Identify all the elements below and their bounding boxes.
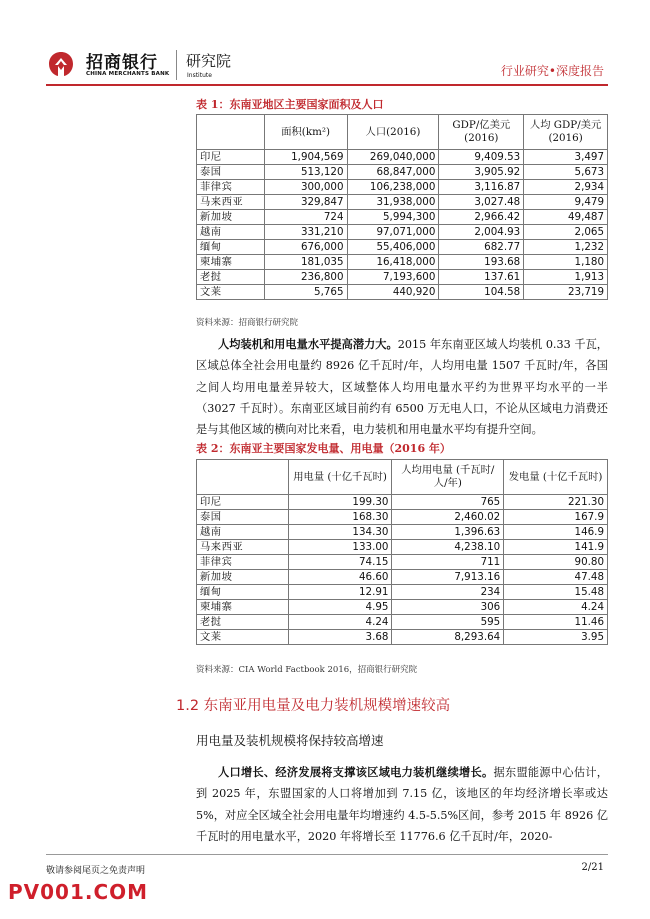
value-cell: 2,460.02 [392, 510, 504, 525]
value-cell: 15.48 [504, 585, 608, 600]
table-row [197, 495, 608, 510]
value-cell: 221.30 [504, 495, 608, 510]
country-cell: 文莱 [197, 285, 265, 300]
value-cell: 9,479 [524, 195, 608, 210]
value-cell: 133.00 [288, 540, 392, 555]
column-header: 发电量 (十亿千瓦时) [504, 460, 608, 495]
column-header [197, 460, 289, 495]
subsection-heading: 用电量及装机规模将保持较高增速 [196, 733, 384, 748]
value-cell: 9,409.53 [439, 150, 524, 165]
country-cell: 越南 [197, 225, 265, 240]
table-row [197, 540, 608, 555]
value-cell: 682.77 [439, 240, 524, 255]
paragraph-power-potential [196, 334, 608, 440]
country-cell: 柬埔寨 [197, 600, 289, 615]
value-cell: 2,966.42 [439, 210, 524, 225]
paragraph-body: 2015 年东南亚区域人均装机 0.33 千瓦，区域总体全社会用电量约 8926 亿千瓦时/年，人均用电量 1507 千瓦时/年，各国之间人均用电量差异较大，区域整体人均用电量水平约为世界平均水平的一半（3027 千瓦时）。东南亚区域目前约有 6500 万无电人口，不论从区域电力消费还是与其他区域的横向对比来看，电力装机和用电量水平均有提升空间。 [196, 338, 608, 437]
country-cell: 新加坡 [197, 570, 289, 585]
value-cell: 1,904,569 [264, 150, 347, 165]
column-header [197, 115, 265, 150]
column-header: 人均 GDP/美元(2016) [524, 115, 608, 150]
value-cell: 329,847 [264, 195, 347, 210]
logo-name-en: CHINA MERCHANTS BANK [86, 71, 170, 77]
paragraph-body: 据东盟能源中心估计，到 2025 年，东盟国家的人口将增加到 7.15 亿，该地区的年均经济增长率或达 5%，对应全区域全社会用电量年均增速约 4.5-5.5%区间，参考 2015 年 8926 亿千瓦时的用电量水平，2020 年将增长至 11776.6 亿千瓦时/年，2020- [196, 766, 608, 843]
value-cell: 1,180 [524, 255, 608, 270]
value-cell: 104.58 [439, 285, 524, 300]
value-cell: 3.95 [504, 630, 608, 645]
value-cell: 11.46 [504, 615, 608, 630]
value-cell: 676,000 [264, 240, 347, 255]
table-row [197, 570, 608, 585]
table-row [197, 180, 608, 195]
value-cell: 724 [264, 210, 347, 225]
country-cell: 老挝 [197, 615, 289, 630]
value-cell: 181,035 [264, 255, 347, 270]
table-header-row [197, 115, 608, 150]
value-cell: 1,232 [524, 240, 608, 255]
country-cell: 泰国 [197, 165, 265, 180]
table2 [196, 459, 608, 645]
value-cell: 5,673 [524, 165, 608, 180]
value-cell: 3,116.87 [439, 180, 524, 195]
value-cell: 31,938,000 [347, 195, 439, 210]
column-header: GDP/亿美元 (2016) [439, 115, 524, 150]
value-cell: 4.24 [504, 600, 608, 615]
value-cell: 141.9 [504, 540, 608, 555]
value-cell: 90.80 [504, 555, 608, 570]
value-cell: 306 [392, 600, 504, 615]
country-cell: 缅甸 [197, 585, 289, 600]
table-row [197, 615, 608, 630]
footer-disclaimer: 敬请参阅尾页之免责声明 [46, 866, 146, 876]
value-cell: 193.68 [439, 255, 524, 270]
value-cell: 134.30 [288, 525, 392, 540]
table1 [196, 114, 608, 300]
table-header-row [197, 460, 608, 495]
country-cell: 缅甸 [197, 240, 265, 255]
table-row [197, 165, 608, 180]
value-cell: 1,396.63 [392, 525, 504, 540]
value-cell: 167.9 [504, 510, 608, 525]
value-cell: 4.24 [288, 615, 392, 630]
value-cell: 137.61 [439, 270, 524, 285]
footer-divider [46, 854, 608, 855]
table-row [197, 270, 608, 285]
table-row [197, 255, 608, 270]
table-row [197, 285, 608, 300]
section-heading: 1.2 东南亚用电量及电力装机规模增速较高 [176, 698, 451, 714]
table-row [197, 210, 608, 225]
value-cell: 3.68 [288, 630, 392, 645]
value-cell: 595 [392, 615, 504, 630]
value-cell: 49,487 [524, 210, 608, 225]
value-cell: 2,934 [524, 180, 608, 195]
value-cell: 3,905.92 [439, 165, 524, 180]
value-cell: 55,406,000 [347, 240, 439, 255]
table-row [197, 225, 608, 240]
value-cell: 16,418,000 [347, 255, 439, 270]
column-header: 面积(km²) [264, 115, 347, 150]
table-row [197, 600, 608, 615]
table2-title: 表 2：东南亚主要国家发电量、用电量（2016 年） [196, 442, 451, 455]
value-cell: 513,120 [264, 165, 347, 180]
logo-divider [176, 50, 177, 80]
value-cell: 234 [392, 585, 504, 600]
value-cell: 47.48 [504, 570, 608, 585]
value-cell: 12.91 [288, 585, 392, 600]
value-cell: 7,913.16 [392, 570, 504, 585]
table-row [197, 150, 608, 165]
table-row [197, 585, 608, 600]
column-header: 人口(2016) [347, 115, 439, 150]
institute-name-en: Institute [187, 72, 212, 79]
value-cell: 2,065 [524, 225, 608, 240]
value-cell: 46.60 [288, 570, 392, 585]
paragraph-lead: 人口增长、经济发展将支撑该区域电力装机继续增长。 [218, 766, 494, 779]
paragraph-growth [196, 762, 608, 847]
value-cell: 1,913 [524, 270, 608, 285]
table-row [197, 630, 608, 645]
table-row [197, 525, 608, 540]
value-cell: 5,994,300 [347, 210, 439, 225]
country-cell: 马来西亚 [197, 195, 265, 210]
value-cell: 236,800 [264, 270, 347, 285]
report-type-label: 行业研究•深度报告 [500, 64, 604, 78]
value-cell: 3,497 [524, 150, 608, 165]
site-watermark: PV001.COM [8, 880, 149, 904]
value-cell: 4.95 [288, 600, 392, 615]
country-cell: 泰国 [197, 510, 289, 525]
table-row [197, 240, 608, 255]
value-cell: 23,719 [524, 285, 608, 300]
value-cell: 168.30 [288, 510, 392, 525]
value-cell: 331,210 [264, 225, 347, 240]
logo-name-cn: 招商银行 [86, 53, 158, 73]
value-cell: 269,040,000 [347, 150, 439, 165]
value-cell: 74.15 [288, 555, 392, 570]
country-cell: 柬埔寨 [197, 255, 265, 270]
country-cell: 菲律宾 [197, 180, 265, 195]
country-cell: 文莱 [197, 630, 289, 645]
column-header: 人均用电量 (千瓦时/人/年) [392, 460, 504, 495]
value-cell: 4,238.10 [392, 540, 504, 555]
value-cell: 711 [392, 555, 504, 570]
country-cell: 老挝 [197, 270, 265, 285]
value-cell: 440,920 [347, 285, 439, 300]
header-divider [46, 84, 608, 86]
paragraph-lead: 人均装机和用电量水平提高潜力大。 [218, 338, 398, 351]
value-cell: 199.30 [288, 495, 392, 510]
country-cell: 印尼 [197, 495, 289, 510]
institute-name: 研究院 [186, 52, 232, 70]
country-cell: 印尼 [197, 150, 265, 165]
country-cell: 越南 [197, 525, 289, 540]
value-cell: 5,765 [264, 285, 347, 300]
value-cell: 2,004.93 [439, 225, 524, 240]
country-cell: 新加坡 [197, 210, 265, 225]
value-cell: 300,000 [264, 180, 347, 195]
value-cell: 8,293.64 [392, 630, 504, 645]
value-cell: 97,071,000 [347, 225, 439, 240]
column-header: 用电量 (十亿千瓦时) [288, 460, 392, 495]
value-cell: 7,193,600 [347, 270, 439, 285]
table2-source: 资料来源：CIA World Factbook 2016，招商银行研究院 [196, 665, 418, 675]
value-cell: 68,847,000 [347, 165, 439, 180]
country-cell: 马来西亚 [197, 540, 289, 555]
table-row [197, 555, 608, 570]
value-cell: 146.9 [504, 525, 608, 540]
value-cell: 3,027.48 [439, 195, 524, 210]
value-cell: 765 [392, 495, 504, 510]
value-cell: 106,238,000 [347, 180, 439, 195]
page-header [0, 0, 650, 92]
page-number: 2/21 [581, 862, 604, 873]
country-cell: 菲律宾 [197, 555, 289, 570]
table1-source: 资料来源：招商银行研究院 [196, 318, 299, 328]
table-row [197, 510, 608, 525]
table1-title: 表 1：东南亚地区主要国家面积及人口 [196, 98, 384, 111]
table-row [197, 195, 608, 210]
cmb-logo-icon [46, 50, 76, 78]
